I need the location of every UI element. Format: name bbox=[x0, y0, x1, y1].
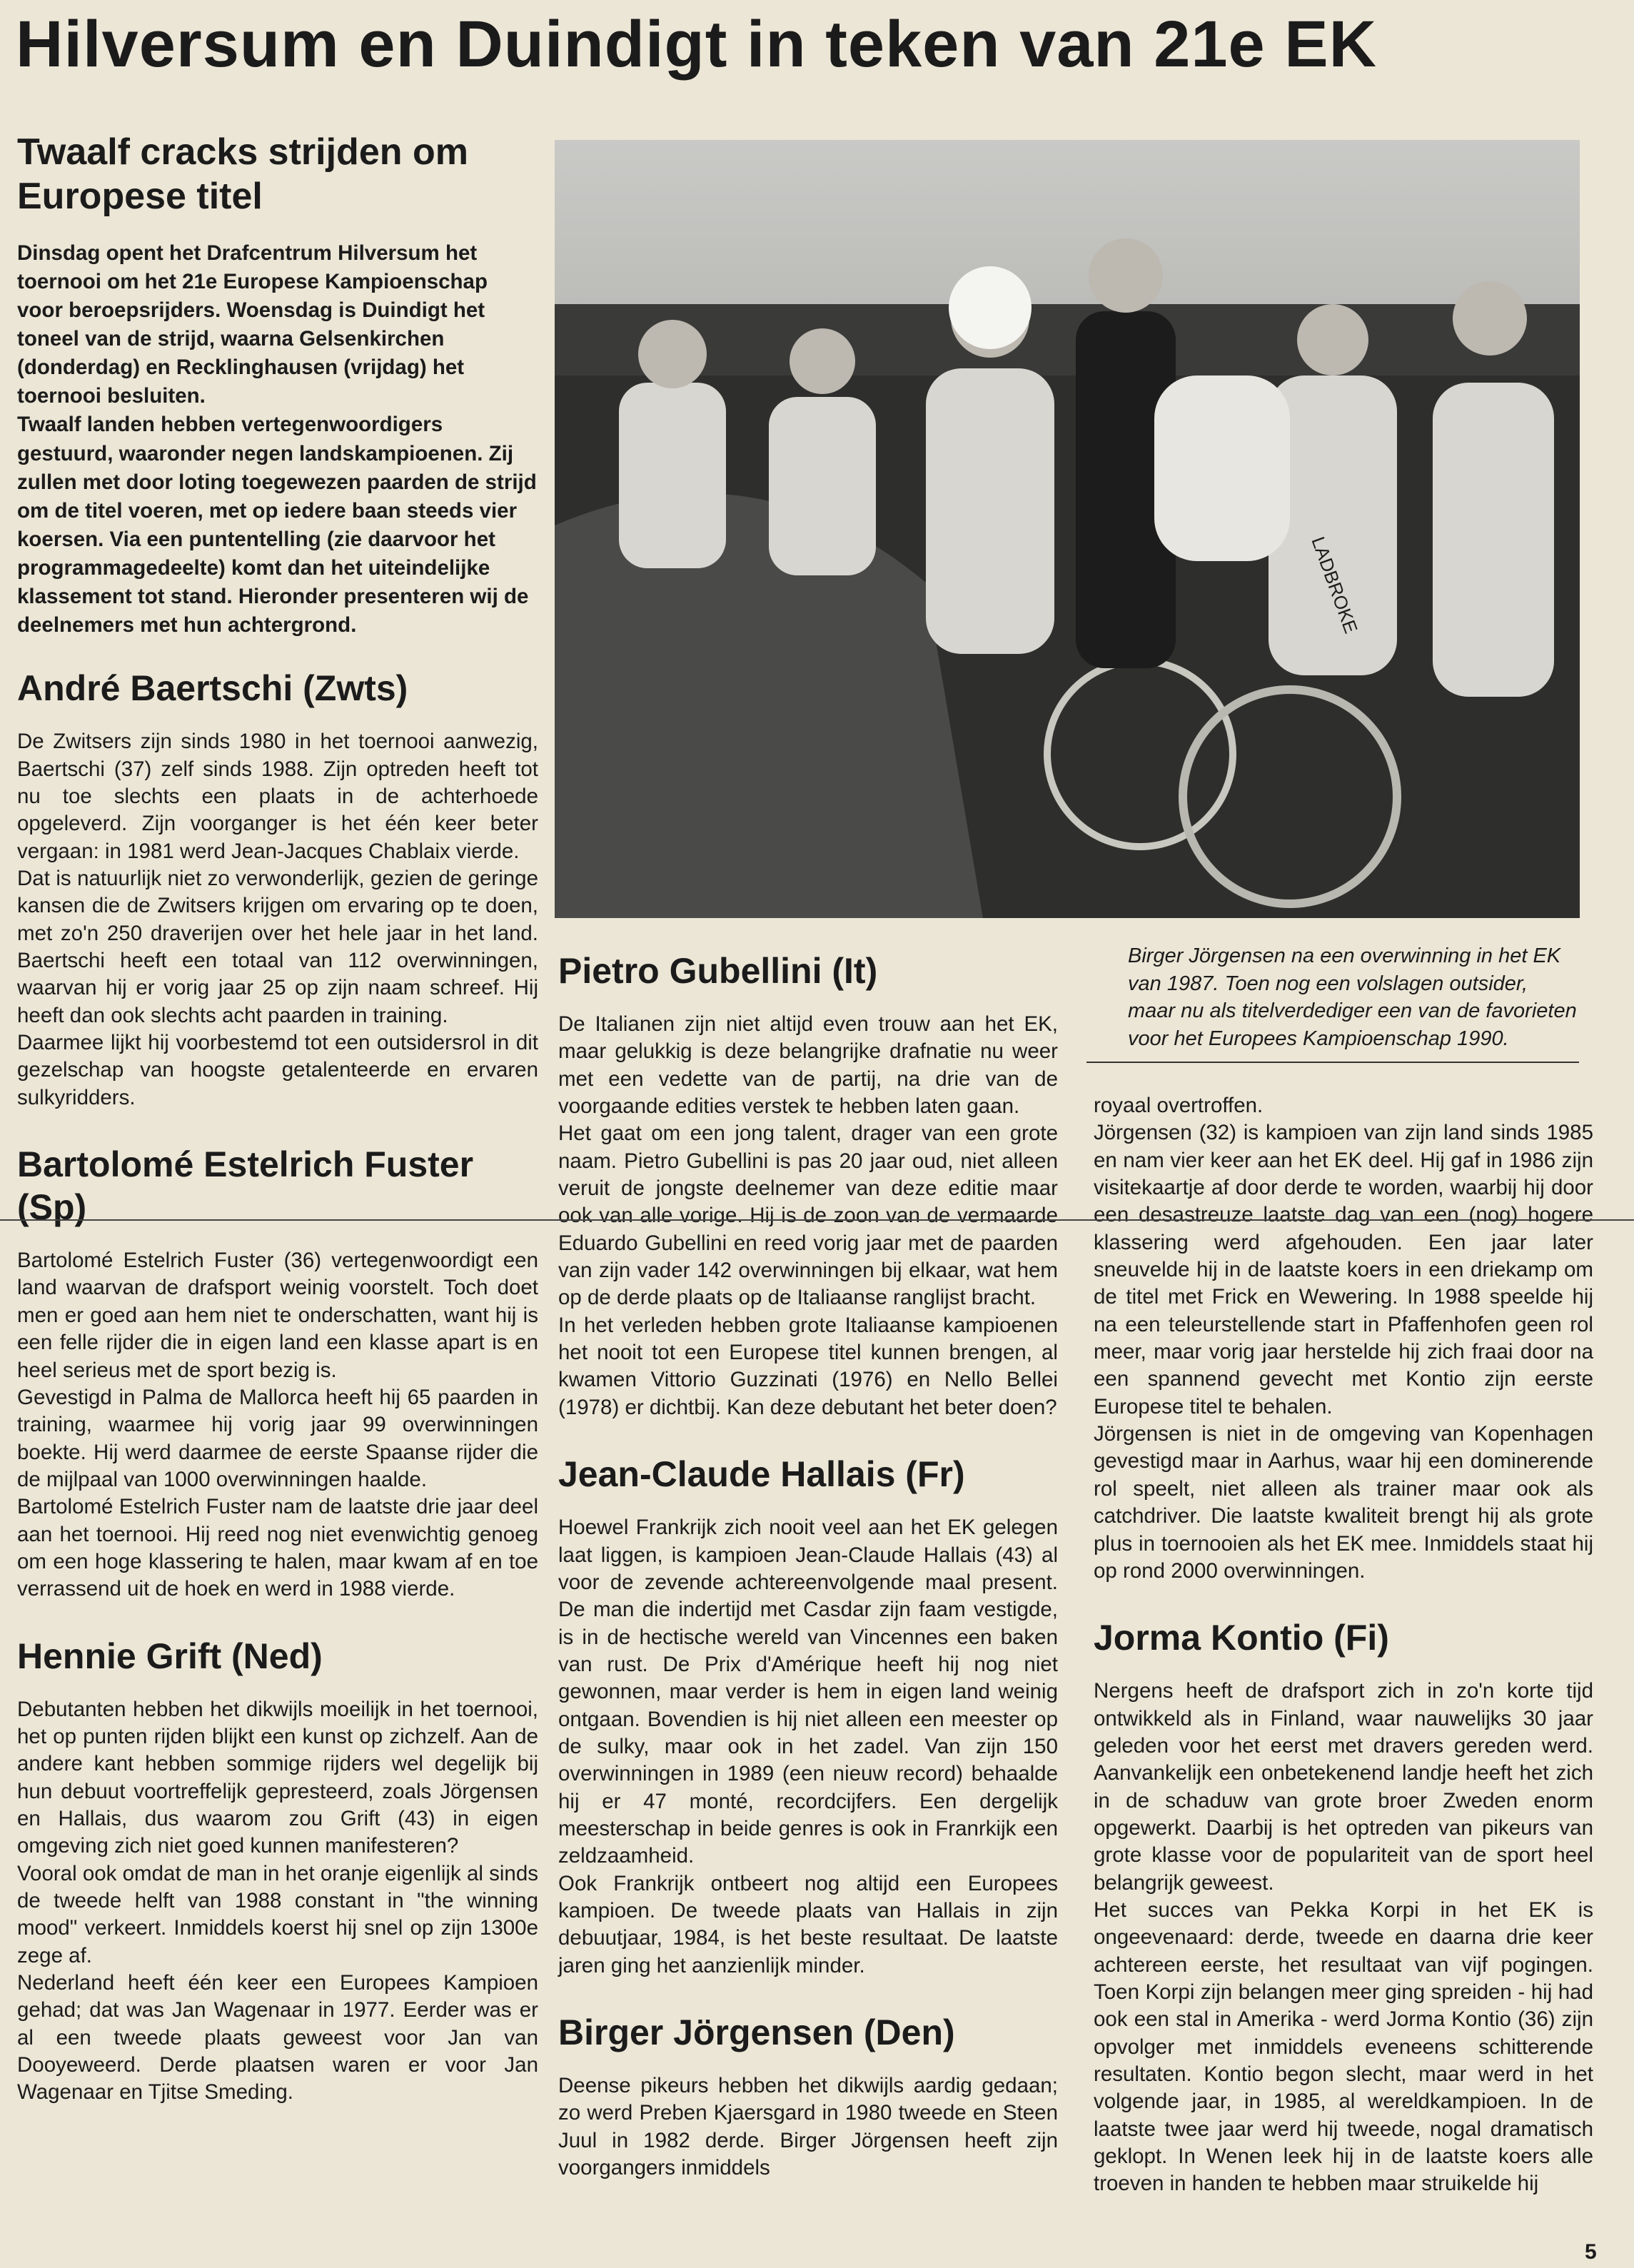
paragraph: De Italianen zijn niet altijd even trouw aan het EK, maar gelukkig is deze belangrijke drafnatie nu weer met een vedette van de partij, na drie van de voorgaande edities verstek te hebben laten gaan. bbox=[558, 1012, 1058, 1119]
photo-ceremony bbox=[555, 140, 1580, 918]
subheadline: Twaalf cracks strijden om Europese titel bbox=[17, 131, 468, 218]
paragraph: Het gaat om een jong talent, drager van een grote naam. Pietro Gubellini is pas 20 jaar oud, niet alleen veruit de jongste deelnemer van deze editie maar ook van alle vorige. Hij is de zoon van de vermaarde Eduardo Gubellini en reed vorig jaar met de paarden van zijn vader 142 overwinningen bij elkaar, wat hem op de derde plaats op de Italiaanse ranglijst bracht. bbox=[558, 1122, 1058, 1310]
paragraph: Bartolomé Estelrich Fuster (36) vertegenwoordigt een land waarvan de drafsport weinig voorstelt. Toch doet men er goed aan hem niet te onderschatten, want hij is een felle rijder die in eigen land een klasse apart is en heel serieus met de sport bezig is. bbox=[17, 1249, 538, 1382]
column-middle bbox=[558, 949, 1058, 2213]
paragraph: Bartolomé Estelrich Fuster nam de laatste drie jaar deel aan het toernooi. Hij reed nog niet evenwichtig genoeg om een hoge klassering te halen, maar kwam af en toe verrassend uit de hoek en werd in 1988 vierde. bbox=[17, 1495, 538, 1601]
section-heading-fuster: Bartolomé Estelrich Fuster (Sp) bbox=[17, 1144, 474, 1228]
intro-paragraph: Dinsdag opent het Drafcentrum Hilversum het toernooi om het 21e Europese Kampioenschap voor beroepsrijders. Woensdag is Duindigt het toneel van de strijd, waarna Gelsenkirchen (donderdag) en Recklinghausen (vrijdag) het toernooi besluiten. bbox=[17, 241, 488, 408]
section-heading-grift: Hennie Grift (Ned) bbox=[17, 1636, 323, 1676]
section-body-jorgensen bbox=[558, 2072, 1058, 2182]
paragraph: Nederland heeft één keer een Europees Kampioen gehad; dat was Jan Wagenaar in 1977. Eerder was er al een tweede plaats geweest voor Jan van Dooyeweerd. Derde plaatsen waren er voor Jan Wagenaar en Tjitse Smeding. bbox=[17, 1971, 538, 2105]
paragraph: Gevestigd in Palma de Mallorca heeft hij 65 paarden in training, waarmee hij vorig jaar 99 overwinningen boekte. Hij werd daarmee de eerste Spaanse rijder die de mijlpaal van 1000 overwinningen haalde. bbox=[17, 1385, 538, 1491]
paragraph: Ook Frankrijk ontbeert nog altijd een Europees kampioen. De tweede plaats van Hallais in zijn debuutjaar, 1984, is het beste resultaat. De laatste jaren ging het aanzienlijk minder. bbox=[558, 1871, 1058, 1977]
section-body-gubellini bbox=[558, 1011, 1058, 1421]
paragraph: De Zwitsers zijn sinds 1980 in het toernooi aanwezig, Baertschi (37) zelf sinds 1988. Zijn optreden heeft tot nu toe slechts een plaats in de achterhoede opgeleverd. Zijn voorganger is het één keer beter vergaan: in 1981 werd Jean-Jacques Chablaix vierde. bbox=[17, 730, 538, 863]
section-heading-hallais: Jean-Claude Hallais (Fr) bbox=[558, 1454, 965, 1495]
paragraph: Daarmee lijkt hij voorbestemd tot een outsidersrol in dit gezelschap van hoogste getalenteerde en ervaren sulkyridders. bbox=[17, 1031, 538, 1109]
section-heading-jorgensen: Birger Jörgensen (Den) bbox=[558, 2012, 955, 2052]
column-left bbox=[17, 130, 538, 2138]
section-body-jorgensen-continued bbox=[1094, 1092, 1593, 1585]
caption-divider bbox=[1086, 1062, 1579, 1063]
section-heading-kontio: Jorma Kontio (Fi) bbox=[1094, 1618, 1389, 1658]
section-heading-baertschi: André Baertschi (Zwts) bbox=[17, 668, 408, 709]
intro bbox=[17, 239, 538, 640]
intro-paragraph: Twaalf landen hebben vertegenwoordigers gestuurd, waaronder negen landskampioenen. Zij zullen met door loting toegewezen paarden de strijd om de titel voeren, met op iedere baan steeds vier koersen. Via een puntentelling (zie daarvoor het programmagedeelte) komt dan het uiteindelijke klassement tot stand. Hieronder presenteren wij de deelnemers met hun achtergrond. bbox=[17, 413, 537, 637]
paragraph: Debutanten hebben het dikwijls moeilijk in het toernooi, het op punten rijden blijkt een kunst op zichzelf. Aan de andere kant hebben sommige rijders wel degelijk bij hun debuut voortreffelijk gepresteerd, zoals Jörgensen en Hallais, dus waarom zou Grift (43) in eigen omgeving zich niet goed kunnen manifesteren? bbox=[17, 1697, 538, 1858]
sash-text: LADBROKE bbox=[1307, 533, 1362, 637]
section-body-grift bbox=[17, 1696, 538, 2107]
paragraph: Hoewel Frankrijk zich nooit veel aan het EK gelegen laat liggen, is kampioen Jean-Claude Hallais (43) al voor de zevende achtereenvolgende maal present. De man die indertijd met Casdar zijn faam vestigde, is in de hectische wereld van Vincennes een baken van rust. De Prix d'Amérique heeft hij nog niet gewonnen, maar verder is hem in eigen land weinig ontgaan. Bovendien is hij niet alleen een meester op de sulky, maar ook in het zadel. Van zijn 150 overwinningen in 1989 (een nieuw record) behaalde hij er 47 monté, recordcijfers. Een dergelijk meesterschap in beide genres is ook in Franrkijk een zeldzaamheid. bbox=[558, 1516, 1058, 1868]
section-body-fuster bbox=[17, 1247, 538, 1603]
paragraph: Dat is natuurlijk niet zo verwonderlijk, gezien de geringe kansen die de Zwitsers krijgen om ervaring op te doen, met zo'n 250 draverijen over het hele jaar in het land. Baertschi heeft een totaal van 112 overwinningen, waarvan hij er vorig jaar 25 op zijn naam schreef. Hij heeft dan ook slechts acht paarden in training. bbox=[17, 867, 538, 1027]
paragraph: Jörgensen (32) is kampioen van zijn land sinds 1985 en nam vier keer aan het EK deel. Hij gaf in 1986 zijn visitekaartje af door derde te worden, waarbij hij door een desastreuze laatste dag van een (nog) hogere klassering werd afgehouden. Een jaar later sneuvelde hij in de laatste koers in een driekamp om de titel met Frick en Wewering. In 1988 speelde hij na een teleurstellende start in Pfaffenhofen geen rol meer, maar vorig jaar herstelde hij zich fraai door na een spannend gevecht met Kontio zijn eerste Europese titel te behalen. bbox=[1094, 1121, 1593, 1418]
page-number: 5 bbox=[1585, 2240, 1597, 2264]
paragraph: Nergens heeft de drafsport zich in zo'n korte tijd ontwikkeld als in Finland, waar nauwelijks 30 jaar geleden voor het eerst met dravers gereden werd. Aanvankelijk een onbetekenend landje heeft het zich in de schaduw van grote broer Zweden enorm opgewerkt. Daarbij is het optreden van pikeurs van grote klasse voor de populariteit van de sport heel belangrijk geweest. bbox=[1094, 1679, 1593, 1895]
section-body-baertschi bbox=[17, 728, 538, 1112]
section-heading-gubellini: Pietro Gubellini (It) bbox=[558, 951, 878, 991]
headline: Hilversum en Duindigt in teken van 21e EK bbox=[16, 8, 1378, 81]
paragraph: Het succes van Pekka Korpi in het EK is ongeevenaard: derde, tweede en daarna drie keer achtereen eerste, het resultaat van vijf pogingen. Toen Korpi zijn belangen meer ging spreiden - hij had ook een stal in Amerika - werd Jorma Kontio (36) zijn opvolger met inmiddels eveneens schitterende resultaten. Kontio begon slecht, maar werd in het volgende jaar, in 1985, al wereldkampioen. In de laatste twee jaar werd hij tweede, nogal dramatisch geklopt. In Wenen leek hij in de laatste koers alle troeven in handen te hebben maar struikelde hij bbox=[1094, 1897, 1593, 2196]
paragraph: In het verleden hebben grote Italiaanse kampioenen het nooit tot een Europese titel kunnen brengen, al kwamen Vittorio Guzzinati (1976) en Nello Bellei (1978) er dichtbij. Kan deze debutant het beter doen? bbox=[558, 1313, 1058, 1419]
section-body-kontio bbox=[1094, 1678, 1593, 2198]
paragraph: Deense pikeurs hebben het dikwijls aardig gedaan; zo werd Preben Kjaersgard in 1980 tweede en Steen Juul in 1982 derde. Birger Jörgensen heeft zijn voorgangers inmiddels bbox=[558, 2074, 1058, 2180]
paragraph: royaal overtroffen. bbox=[1094, 1094, 1264, 1117]
section-body-hallais bbox=[558, 1514, 1058, 1980]
paragraph: Jörgensen is niet in de omgeving van Kopenhagen gevestigd maar in Aarhus, waar hij een dominerende rol speelt, niet alleen als trainer maar ook als catchdriver. Die laatste kwaliteit brengt hij als grote plus in toernooien als het EK mee. Inmiddels staat hij op rond 2000 overwinningen. bbox=[1094, 1422, 1593, 1583]
column-right bbox=[1094, 1092, 1593, 2229]
paragraph: Vooral ook omdat de man in het oranje eigenlijk al sinds de tweede helft van 1988 constant in "the winning mood" verkeert. Inmiddels koerst hij snel op zijn 1300e zege af. bbox=[17, 1861, 538, 1967]
photo-illustration bbox=[555, 140, 1580, 918]
page-crease-line bbox=[0, 1219, 1634, 1221]
photo-caption: Birger Jörgensen na een overwinning in het EK van 1987. Toen nog een volslagen outsider, maar nu als titelverdediger een van de favorieten voor het Europees Kampioenschap 1990. bbox=[1128, 944, 1577, 1050]
